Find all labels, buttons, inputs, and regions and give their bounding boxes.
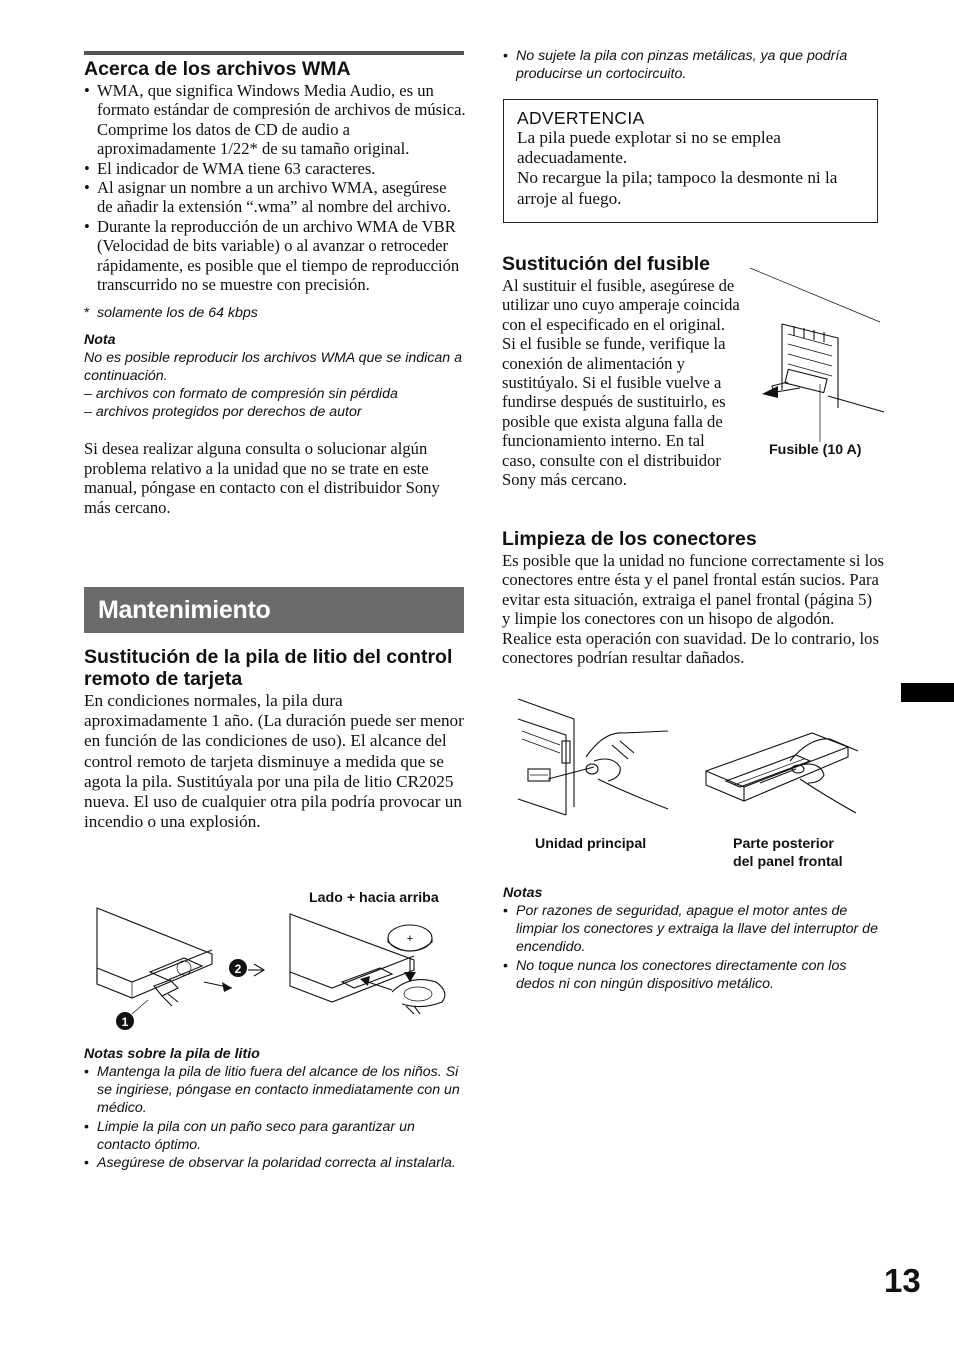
caption-line: Parte posterior [733,836,834,852]
wma-footnote [84,304,466,322]
contact-paragraph: Si desea realizar alguna consulta o solucionar algún problema relativo a la unidad que no se trate en este manual, póngase en contacto con el distribuidor Sony más cercano. [84,439,440,517]
caption-front-panel-back [733,836,843,871]
footnote-mark: * [84,305,90,322]
cleaning-section [502,528,884,667]
battery-paragraph: En condiciones normales, la pila dura aproximadamente 1 año. (La duración puede ser menor en función de las condiciones de uso). El alcance del control remoto de tarjeta disminuye a medida que se agota la pila. Sustitúyala por una pila de litio CR2025 nueva. El uso de cualquier otra pila podría provocar un incendio o una explosión. [84,691,464,832]
svg-text:2: 2 [234,962,242,976]
list-item: • El indicador de WMA tiene 63 caracteres. [84,159,466,178]
fuse-illustration [742,262,887,442]
front-panel-cleaning-illustration [700,725,860,820]
battery-section [84,646,466,832]
cleaning-notes-title: Notas [503,885,543,901]
battery-replacement-illustration [92,902,464,1037]
cleaning-notes [503,884,885,993]
section-top-rule [84,51,464,55]
battery-heading: Sustitución de la pila de litio del control remoto de tarjeta [84,646,453,690]
list-item: • Limpie la pila con un paño seco para garantizar un contacto óptimo. [84,1118,466,1154]
cleaning-heading: Limpieza de los conectores [502,528,757,550]
top-note-list [503,47,883,83]
warning-text: La pila puede explotar si no se emplea adecuadamente. [517,128,781,168]
list-item: • Durante la reproducción de un archivo WMA de VBR (Velocidad de bits variable) o al avanzar o retroceder rápidamente, es posible que el tiempo de reproducción transcurrido no se muestre con precisión. [84,217,466,295]
main-unit-cleaning-illustration [512,695,672,820]
list-item: • Al asignar un nombre a un archivo WMA, asegúrese de añadir la extensión “.wma” al nombre del archivo. [84,178,466,217]
wma-note-item: – archivos con formato de compresión sin pérdida [84,386,398,403]
caption-line: del panel frontal [733,853,843,870]
battery-notes-title: Notas sobre la pila de litio [84,1046,260,1062]
battery-notes-list [84,1063,466,1172]
list-item: • Por razones de seguridad, apague el motor antes de limpiar los conectores y extraiga la llave del interruptor de encendido. [503,902,885,957]
figure-label-side-up: Lado + hacia arriba [309,890,439,906]
page-number: 13 [884,1262,921,1299]
wma-note-title: Nota [84,331,116,348]
warning-box [503,99,878,223]
wma-bullet-list [84,81,466,294]
list-item: • No sujete la pila con pinzas metálicas, ya que podría producirse un cortocircuito. [503,47,883,83]
top-note [503,47,883,83]
caption-main-unit: Unidad principal [535,836,647,852]
wma-note-item: – archivos protegidos por derechos de autor [84,404,362,421]
footnote-text: solamente los de 64 kbps [97,305,258,322]
maintenance-banner: Mantenimiento [84,587,464,633]
wma-heading: Acerca de los archivos WMA [84,58,351,80]
fuse-section [502,253,742,489]
svg-text:1: 1 [121,1015,129,1029]
list-item: • Mantenga la pila de litio fuera del alcance de los niños. Si se ingiriese, póngase en contacto inmediatamente con un médico. [84,1063,466,1118]
fuse-paragraph: Al sustituir el fusible, asegúrese de utilizar uno cuyo amperaje coincida con el especificado en el original. Si el fusible se funde, verifique la conexión de alimentación y sustitúyalo. Si el fusible vuelve a fundirse después de sustituirlo, es posible que exista alguna falla de funcionamiento interno. En tal caso, consulte con el distribuidor Sony más cercano. [502,276,740,490]
svg-text:+: + [406,933,414,945]
wma-note-text: No es posible reproducir los archivos WMA que se indican a continuación. [84,349,462,384]
wma-section [84,58,466,517]
list-item: • Asegúrese de observar la polaridad correcta al instalarla. [84,1154,466,1172]
list-item: • WMA, que significa Windows Media Audio, es un formato estándar de compresión de archivos de música. Comprime los datos de CD de audio a aproximadamente 1/22* de su tamaño original. [84,81,466,159]
fuse-heading: Sustitución del fusible [502,253,711,275]
warning-text: No recargue la pila; tampoco la desmonte ni la arroje al fuego. [517,168,838,208]
cleaning-notes-list [503,902,885,993]
fuse-label: Fusible (10 A) [769,442,862,458]
battery-notes [84,1045,466,1172]
cleaning-paragraph: Es posible que la unidad no funcione correctamente si los conectores entre ésta y el panel frontal están sucios. Para evitar esta situación, extraiga el panel frontal (página 5) y limpie los conectores con un hisopo de algodón. Realice esta operación con suavidad. De lo contrario, los conectores podrían resultar dañados. [502,551,885,668]
page-edge-tab [901,683,954,702]
list-item: • No toque nunca los conectores directamente con los dedos ni con ningún dispositivo metálico. [503,957,885,993]
warning-title: ADVERTENCIA [517,108,645,128]
